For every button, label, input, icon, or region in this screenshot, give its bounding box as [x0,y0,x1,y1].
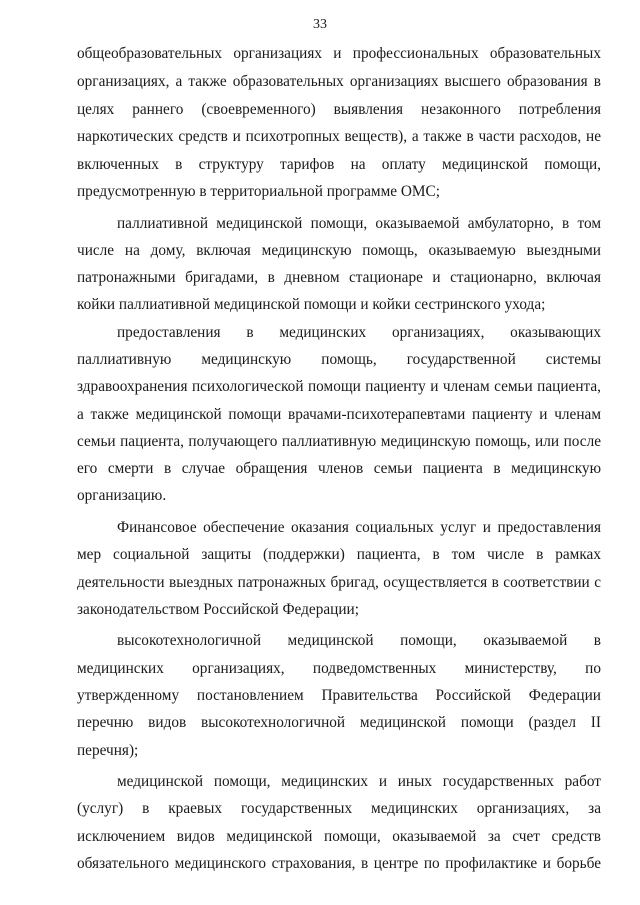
text-line: койки паллиативной медицинской помощи и койки сестринского ухода; [77,296,546,313]
paragraph-first-line: предоставления в медицинских организациях, оказывающих [117,324,601,341]
text-line: организацию. [77,487,167,504]
text-line: его смерти в случае обращения членов семьи пациента в медицинскую [77,460,601,477]
paragraph-first-line: паллиативной медицинской помощи, оказываемой амбулаторно, в том [117,215,601,232]
text-line: перечню видов высокотехнологичной медицинской помощи (раздел II [77,714,601,731]
text-line: утвержденному постановлением Правительства Российской Федерации [77,687,601,704]
text-line: здравоохранения психологической помощи пациенту и членам семьи пациента, [77,378,601,395]
paragraph-first-line: высокотехнологичной медицинской помощи, оказываемой в [117,632,601,649]
text-line: паллиативную медицинскую помощь, государственной системы [77,351,601,368]
text-line: медицинских организациях, подведомственных министерству, по [77,660,601,677]
text-line: обязательного медицинского страхования, в центре по профилактике и борьбе [77,855,601,872]
text-line: числе на дому, включая медицинскую помощь, оказываемую выездными [77,242,601,259]
paragraph-first-line: медицинской помощи, медицинских и иных государственных работ [117,773,601,790]
text-line: (услуг) в краевых государственных медицинских организациях, за [77,800,601,817]
page-number: 33 [313,17,327,32]
text-line: организациях, а также образовательных организациях высшего образования в [77,73,601,90]
text-line: общеобразовательных организациях и профессиональных образовательных [77,45,601,62]
text-line: включенных в структуру тарифов на оплату медицинской помощи, [77,156,601,173]
text-line: мер социальной защиты (поддержки) пациента, в том числе в рамках [77,546,601,563]
text-line: исключением видов медицинской помощи, оказываемой за счет средств [77,828,601,845]
text-line: наркотических средств и психотропных веществ), а также в части расходов, не [77,128,601,145]
paragraph-first-line: Финансовое обеспечение оказания социальных услуг и предоставления [117,519,601,536]
text-line: а также медицинской помощи врачами-психотерапевтами пациенту и членам [77,406,601,423]
text-line: предусмотренную в территориальной программе ОМС; [77,183,440,200]
text-line: патронажными бригадами, в дневном стационаре и стационарно, включая [77,269,601,286]
text-line: деятельности выездных патронажных бригад, осуществляется в соответствии с [77,574,601,591]
text-line: законодательством Российской Федерации; [77,601,359,618]
text-line: семьи пациента, получающего паллиативную медицинскую помощь, или после [77,433,601,450]
text-line: целях раннего (своевременного) выявления незаконного потребления [77,101,601,118]
text-line: перечня); [77,742,139,759]
